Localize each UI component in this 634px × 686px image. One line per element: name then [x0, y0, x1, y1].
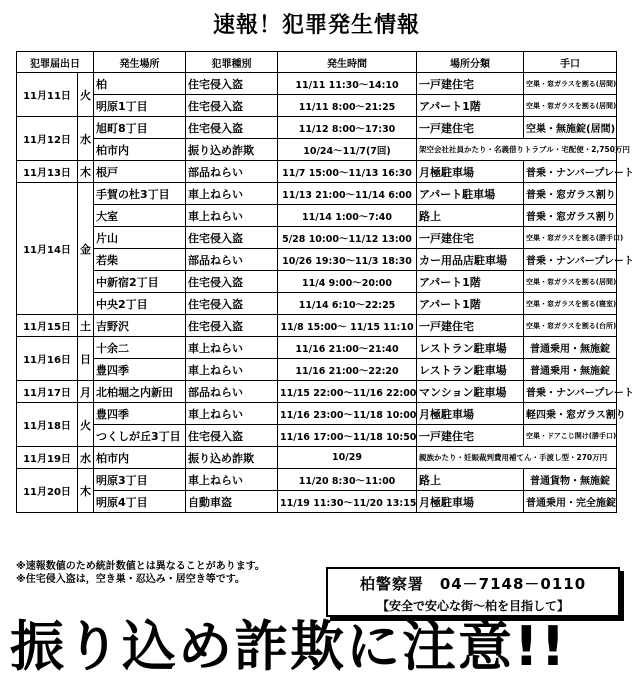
cell-crime-type: 住宅侵入盗 [186, 315, 278, 337]
cell-crime-type: 住宅侵入盗 [186, 425, 278, 447]
header-place: 発生場所 [94, 52, 186, 73]
cell-location-type: 月極駐車場 [417, 491, 524, 513]
cell-crime-type: 住宅侵入盗 [186, 73, 278, 95]
cell-method: 普通乗用・無施錠 [524, 359, 617, 381]
note-1: ※速報数値のため統計数値とは異なることがあります。 [16, 561, 265, 572]
cell-crime-type: 住宅侵入盗 [186, 117, 278, 139]
cell-location-type: 路上 [417, 205, 524, 227]
cell-place: 十余二 [94, 337, 186, 359]
table-row [17, 381, 617, 403]
header-method: 手口 [524, 52, 617, 73]
cell-location-type: レストラン駐車場 [417, 359, 524, 381]
cell-location-type: アパート駐車場 [417, 183, 524, 205]
cell-place: つくしが丘3丁目 [94, 425, 186, 447]
cell-location-type: カー用品店駐車場 [417, 249, 524, 271]
cell-fraud-detail: 架空会社社員かたり・名義借りトラブル・宅配便・2,750万円 [417, 139, 617, 161]
table-row [17, 183, 617, 205]
table-row [17, 249, 617, 271]
cell-time: 11/16 21:00～21:40 [278, 337, 417, 359]
table-row [17, 271, 617, 293]
cell-time: 11/19 11:30～11/20 13:15 [278, 491, 417, 513]
cell-weekday: 水 [78, 447, 94, 469]
cell-time: 11/14 6:10～22:25 [278, 293, 417, 315]
cell-location-type: 月極駐車場 [417, 161, 524, 183]
cell-place: 旭町8丁目 [94, 117, 186, 139]
cell-method: 空巣・窓ガラスを割る(居間) [524, 95, 617, 117]
cell-date: 11月20日 [17, 469, 78, 513]
table-row [17, 359, 617, 381]
cell-method: 普乗・ナンバープレート [524, 249, 617, 271]
cell-weekday: 木 [78, 469, 94, 513]
cell-time: 11/14 1:00～7:40 [278, 205, 417, 227]
cell-weekday: 日 [78, 337, 94, 381]
cell-time: 11/16 23:00～11/18 10:00 [278, 403, 417, 425]
cell-crime-type: 車上ねらい [186, 205, 278, 227]
table-row [17, 447, 617, 469]
cell-date: 11月18日 [17, 403, 78, 447]
cell-place: 吉野沢 [94, 315, 186, 337]
cell-crime-type: 車上ねらい [186, 183, 278, 205]
cell-place: 明原4丁目 [94, 491, 186, 513]
cell-method: 普乗・ナンバープレート [524, 161, 617, 183]
cell-weekday: 金 [78, 183, 94, 315]
table-row [17, 95, 617, 117]
table-row [17, 337, 617, 359]
cell-time: 10/26 19:30～11/3 18:30 [278, 249, 417, 271]
cell-crime-type: 振り込め詐欺 [186, 139, 278, 161]
cell-place: 明原1丁目 [94, 95, 186, 117]
table-row [17, 117, 617, 139]
cell-method: 普通乗用・無施錠 [524, 337, 617, 359]
cell-time: 11/7 15:00～11/13 16:30 [278, 161, 417, 183]
cell-place: 手賀の杜3丁目 [94, 183, 186, 205]
cell-time: 11/16 17:00～11/18 10:50 [278, 425, 417, 447]
cell-weekday: 月 [78, 381, 94, 403]
page-title: 速報！犯罪発生情報 [212, 13, 420, 38]
cell-crime-type: 自動車盗 [186, 491, 278, 513]
cell-method: 普乗・ナンバープレート [524, 381, 617, 403]
table-body [17, 73, 634, 513]
cell-time: 11/11 11:30～14:10 [278, 73, 417, 95]
cell-location-type: アパート1階 [417, 271, 524, 293]
cell-fraud-detail: 親族かたり・妊娠裁判費用補てん・手渡し型・270万円 [417, 447, 617, 469]
cell-crime-type: 住宅侵入盗 [186, 95, 278, 117]
table-row [17, 227, 617, 249]
cell-time: 11/11 8:00～21:25 [278, 95, 417, 117]
cell-place: 柏市内 [94, 447, 186, 469]
cell-place: 中新宿2丁目 [94, 271, 186, 293]
cell-crime-type: 住宅侵入盗 [186, 293, 278, 315]
table-row [17, 139, 617, 161]
police-contact-box [326, 567, 620, 617]
cell-place: 若柴 [94, 249, 186, 271]
cell-location-type: 一戸建住宅 [417, 227, 524, 249]
cell-date: 11月19日 [17, 447, 78, 469]
cell-crime-type: 住宅侵入盗 [186, 271, 278, 293]
cell-time: 11/8 15:00～ 11/15 11:10 [278, 315, 417, 337]
cell-weekday: 土 [78, 315, 94, 337]
police-slogan: 【安全で安心な街～柏を目指して】 [376, 599, 569, 613]
cell-location-type: 月極駐車場 [417, 403, 524, 425]
cell-method: 空巣・窓ガラスを割る(勝手口) [524, 227, 617, 249]
cell-location-type: 一戸建住宅 [417, 425, 524, 447]
table-row [17, 403, 617, 425]
table-row [17, 469, 617, 491]
notes [16, 560, 265, 586]
cell-crime-type: 部品ねらい [186, 381, 278, 403]
table-row [17, 491, 617, 513]
cell-location-type: 一戸建住宅 [417, 73, 524, 95]
table-row [17, 73, 617, 95]
cell-place: 明原3丁目 [94, 469, 186, 491]
cell-crime-type: 部品ねらい [186, 249, 278, 271]
cell-location-type: 一戸建住宅 [417, 117, 524, 139]
fraud-warning-banner: 振り込め詐欺に注意!! [10, 615, 568, 678]
cell-method: 普通乗用・完全施錠 [524, 491, 617, 513]
cell-location-type: レストラン駐車場 [417, 337, 524, 359]
cell-date: 11月15日 [17, 315, 78, 337]
cell-time: 11/4 9:00～20:00 [278, 271, 417, 293]
cell-place: 豊四季 [94, 403, 186, 425]
cell-method: 普乗・窓ガラス割り [524, 205, 617, 227]
cell-place: 根戸 [94, 161, 186, 183]
cell-weekday: 火 [78, 403, 94, 447]
cell-time: 11/12 8:00～17:30 [278, 117, 417, 139]
cell-method: 空巣・窓ガラスを割る(居間) [524, 73, 617, 95]
cell-time: 11/15 22:00～11/16 22:00 [278, 381, 417, 403]
cell-place: 柏 [94, 73, 186, 95]
cell-time: 11/20 8:30～11:00 [278, 469, 417, 491]
cell-time: 10/29 [278, 447, 417, 469]
cell-place: 中央2丁目 [94, 293, 186, 315]
cell-crime-type: 車上ねらい [186, 359, 278, 381]
cell-place: 片山 [94, 227, 186, 249]
table-header-row [17, 52, 617, 73]
table-row [17, 425, 617, 447]
table-row [17, 161, 617, 183]
cell-location-type: 路上 [417, 469, 524, 491]
cell-time: 11/16 21:00～22:20 [278, 359, 417, 381]
header-location: 場所分類 [417, 52, 524, 73]
cell-time: 5/28 10:00～11/12 13:00 [278, 227, 417, 249]
cell-weekday: 火 [78, 73, 94, 117]
cell-date: 11月14日 [17, 183, 78, 315]
note-2: ※住宅侵入盗は，空き巣・忍込み・居空き等です。 [16, 574, 245, 585]
cell-location-type: マンション駐車場 [417, 381, 524, 403]
header-type: 犯罪種別 [186, 52, 278, 73]
table-row [17, 315, 617, 337]
table-row [17, 205, 617, 227]
cell-weekday: 木 [78, 161, 94, 183]
cell-time: 10/24～11/7(7回) [278, 139, 417, 161]
header-date: 犯罪届出日 [17, 52, 94, 73]
cell-location-type: アパート1階 [417, 293, 524, 315]
cell-weekday: 水 [78, 117, 94, 161]
police-name-phone: 柏警察署 04－7148－0110 [359, 575, 587, 593]
cell-date: 11月16日 [17, 337, 78, 381]
cell-date: 11月11日 [17, 73, 78, 117]
cell-method: 空巣・ドアこじ開け(勝手口) [524, 425, 617, 447]
cell-crime-type: 振り込め詐欺 [186, 447, 278, 469]
cell-date: 11月12日 [17, 117, 78, 161]
cell-method: 空巣・窓ガラスを割る(寝室) [524, 293, 617, 315]
cell-place: 大室 [94, 205, 186, 227]
table-row [17, 293, 617, 315]
cell-method: 空巣・無施錠(居間) [524, 117, 617, 139]
cell-date: 11月17日 [17, 381, 78, 403]
crime-table [16, 51, 634, 513]
cell-place: 柏市内 [94, 139, 186, 161]
cell-date: 11月13日 [17, 161, 78, 183]
cell-place: 北柏堀之内新田 [94, 381, 186, 403]
cell-location-type: アパート1階 [417, 95, 524, 117]
cell-crime-type: 部品ねらい [186, 161, 278, 183]
cell-crime-type: 車上ねらい [186, 469, 278, 491]
cell-location-type: 一戸建住宅 [417, 315, 524, 337]
cell-crime-type: 住宅侵入盗 [186, 227, 278, 249]
cell-method: 空巣・窓ガラスを割る(台所) [524, 315, 617, 337]
cell-method: 軽四乗・窓ガラス割り [524, 403, 617, 425]
cell-method: 空巣・窓ガラスを割る(居間) [524, 271, 617, 293]
cell-crime-type: 車上ねらい [186, 337, 278, 359]
cell-time: 11/13 21:00～11/14 6:00 [278, 183, 417, 205]
cell-crime-type: 車上ねらい [186, 403, 278, 425]
cell-method: 普乗・窓ガラス割り [524, 183, 617, 205]
cell-method: 普通貨物・無施錠 [524, 469, 617, 491]
header-time: 発生時間 [278, 52, 417, 73]
cell-place: 豊四季 [94, 359, 186, 381]
